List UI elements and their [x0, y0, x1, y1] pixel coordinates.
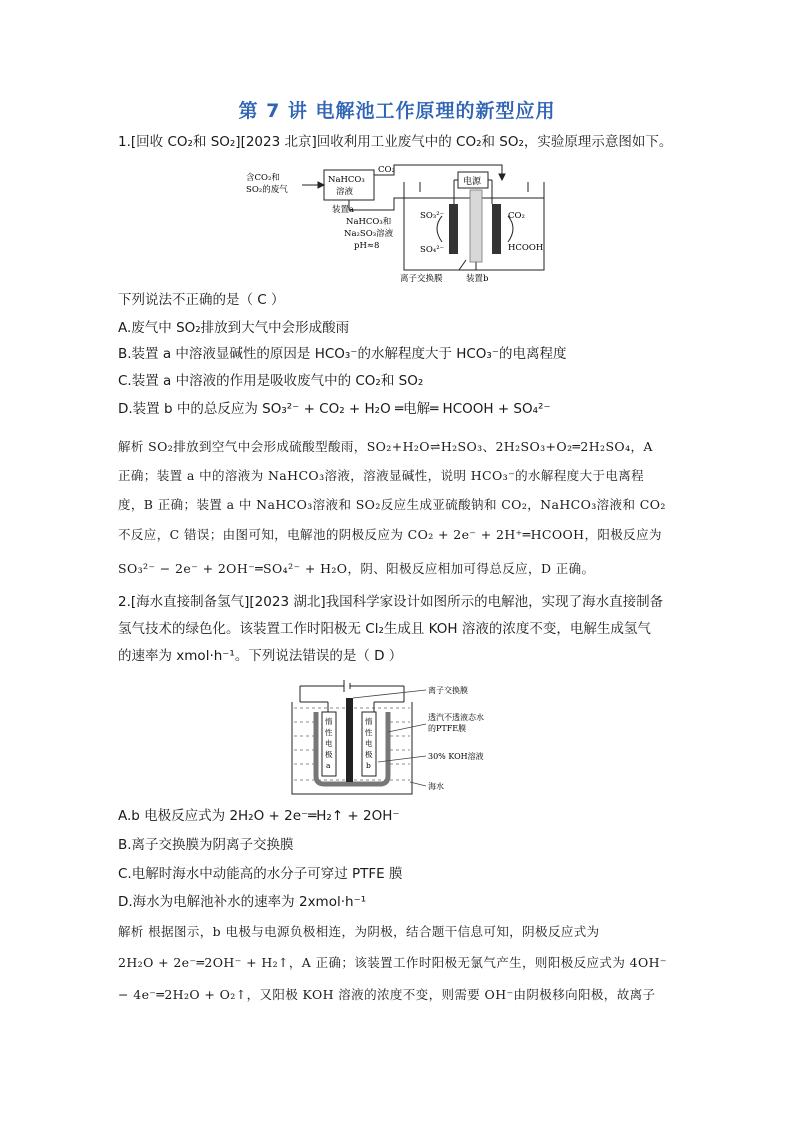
ion-exchange-membrane [470, 190, 482, 262]
electrode-b-char-1: 惰 [365, 717, 373, 726]
q1-solution-2: Na₂SO₃溶液 [344, 229, 394, 239]
q2-figure [290, 672, 520, 800]
q2-koh-label: 30% KOH溶液 [428, 752, 484, 761]
q2-option-d: D.海水为电解池补水的速率为 2xmol·h⁻¹ [118, 894, 367, 910]
q1-explanation-line-4: 不反应，C 错误；由图可知，电解池的阴极反应为 CO₂ + 2e⁻ + 2H⁺═HCOOH，阳极反应为 [118, 527, 662, 542]
q2-heading-line-3: 的速率为 xmol·h⁻¹。下列说法错误的是（ D ） [118, 648, 403, 664]
q2-heading-line-1: 2.[海水直接制备氢气][2023 湖北]我国科学家设计如图所示的电解池，实现了海水直接制备 [118, 594, 664, 610]
page-title: 第 7 讲 电解池工作原理的新型应用 [238, 100, 556, 122]
q1-solution-3: pH≈8 [354, 241, 380, 251]
q1-explanation-line-1: 解析 SO₂排放到空气中会形成硫酸型酸雨，SO₂+H₂O⇌H₂SO₃、2H₂SO₃+O₂═2H₂SO₄，A [118, 439, 653, 454]
q1-heading: 1.[回收 CO₂和 SO₂][2023 北京]回收利用工业废气中的 CO₂和 SO₂，实验原理示意图如下。 [118, 134, 673, 150]
q1-box-a-2: 溶液 [336, 187, 354, 197]
q1-so4: SO₄²⁻ [420, 245, 445, 255]
q2-option-c: C.电解时海水中动能高的水分子可穿过 PTFE 膜 [118, 866, 403, 882]
q1-co2-top: CO₂ [378, 165, 395, 175]
q2-ptfe-label-2: 的PTFE膜 [428, 724, 467, 733]
q1-option-b: B.装置 a 中溶液显碱性的原因是 HCO₃⁻的水解程度大于 HCO₃⁻的电离程度 [118, 346, 567, 362]
q1-label-b: 装置b [466, 274, 489, 284]
electrode-b-char-4: 极 [365, 750, 373, 759]
q2-explanation-line-2: 2H₂O + 2e⁻═2OH⁻ + H₂↑，A 正确；该装置工作时阳极无氯气产生，则阳极反应式为 4OH⁻ [118, 955, 667, 970]
q1-option-c: C.装置 a 中溶液的作用是吸收废气中的 CO₂和 SO₂ [118, 373, 424, 389]
q1-co2-right: CO₂ [508, 211, 525, 221]
electrode-a-char-4: 极 [325, 750, 333, 759]
electrode-b-char-5: b [366, 761, 371, 770]
electrode-a-char-2: 性 [325, 728, 333, 737]
q1-box-a-1: NaHCO₃ [328, 175, 365, 185]
q1-so3: SO₃²⁻ [420, 211, 445, 221]
cathode-plate [492, 204, 501, 254]
q2-seawater-label: 海水 [428, 782, 444, 791]
electrode-b-char-2: 性 [365, 728, 373, 737]
q2-heading-line-2: 氢气技术的绿色化。该装置工作时阳极无 Cl₂生成且 KOH 溶液的浓度不变，电解生成氢气 [118, 621, 651, 637]
q1-option-a: A.废气中 SO₂排放到大气中会形成酸雨 [118, 320, 350, 336]
q1-solution-1: NaHCO₃和 [346, 217, 392, 227]
q2-option-a: A.b 电极反应式为 2H₂O + 2e⁻═H₂↑ + 2OH⁻ [118, 808, 400, 824]
ion-exchange-membrane [346, 698, 353, 782]
q2-option-b: B.离子交换膜为阴离子交换膜 [118, 837, 294, 853]
q1-explanation-line-3: 度，B 正确；装置 a 中 NaHCO₃溶液和 SO₂反应生成亚硫酸钠和 CO₂，NaHCO₃溶液和 CO₂ [118, 497, 666, 512]
q1-power: 电源 [463, 177, 482, 187]
q1-figure [244, 160, 554, 286]
q1-option-d: D.装置 b 中的总反应为 SO₃²⁻ + CO₂ + H₂O ═电解═ HCOOH + SO₄²⁻ [118, 401, 551, 417]
q2-ptfe-label-1: 透汽不透液态水 [428, 713, 484, 722]
electrode-b-char-3: 电 [365, 739, 373, 748]
anode-plate [449, 204, 458, 254]
q1-gas-in-1: 含CO₂和 [246, 173, 280, 183]
q1-hcooh: HCOOH [508, 243, 544, 253]
q1-explanation-line-5: SO₃²⁻ − 2e⁻ + 2OH⁻═SO₄²⁻ + H₂O，阴、阳极反应相加可得总反应，D 正确。 [118, 561, 595, 576]
q1-gas-in-2: SO₂的废气 [246, 185, 288, 195]
q2-membrane-label: 离子交换膜 [428, 686, 468, 695]
q2-explanation-line-3: − 4e⁻═2H₂O + O₂↑，又阳极 KOH 溶液的浓度不变，则需要 OH⁻由阴极移向阳极，故离子 [118, 987, 656, 1002]
q2-explanation-line-1: 解析 根据图示，b 电极与电源负极相连，为阴极，结合题干信息可知，阴极反应式为 [118, 924, 600, 939]
electrode-a-char-3: 电 [325, 739, 333, 748]
q1-explanation-line-2: 正确；装置 a 中的溶液为 NaHCO₃溶液，溶液显碱性，说明 HCO₃⁻的水解程度大于电离程 [118, 468, 645, 483]
q1-membrane-label: 离子交换膜 [400, 274, 443, 284]
q1-stem: 下列说法不正确的是（ C ） [118, 292, 285, 308]
q1-label-a: 装置a [332, 205, 355, 215]
electrode-a-char-5: a [326, 761, 331, 770]
electrode-a-char-1: 惰 [325, 717, 333, 726]
